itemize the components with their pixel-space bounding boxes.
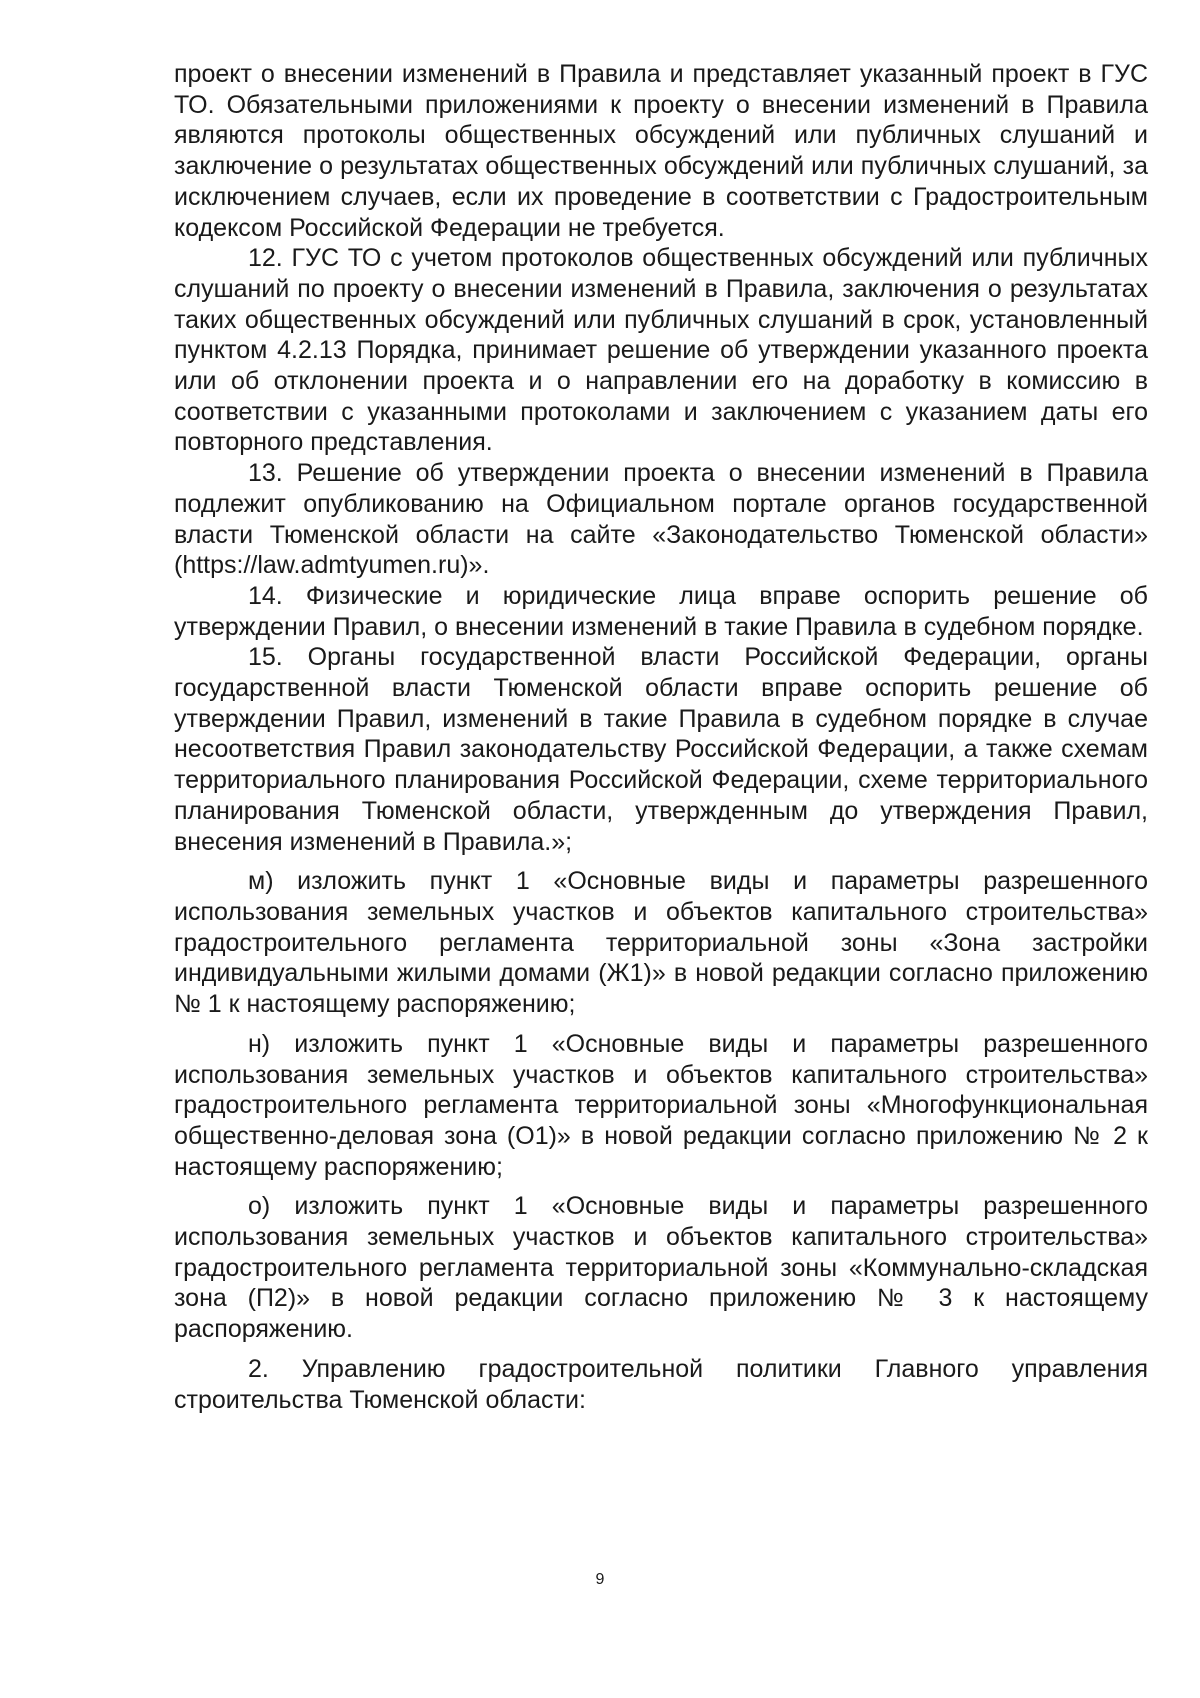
paragraph-item-n: н) изложить пункт 1 «Основные виды и параметры разрешенного использования земельных участков и объектов капитального строительства» градостроительного регламента территориальной зоны «Многофункциональная общественно-деловая зона (О1)» в новой редакции согласно приложению № 2 к настоящему распоряжению; xyxy=(174,1029,1148,1181)
paragraph-item-2: 2. Управлению градостроительной политики Главного управления строительства Тюменской области: xyxy=(174,1354,1148,1414)
document-body xyxy=(174,59,1148,1415)
paragraph-item-13: 13. Решение об утверждении проекта о внесении изменений в Правила подлежит опубликованию на Официальном портале органов государственной власти Тюменской области на сайте «Законодательство Тюменской области» (https://law.admtyumen.ru)». xyxy=(174,459,1148,580)
paragraph-item-14: 14. Физические и юридические лица вправе оспорить решение об утверждении Правил, о внесении изменений в такие Правила в судебном порядке. xyxy=(174,581,1148,641)
page-number: 9 xyxy=(595,1571,605,1588)
paragraph-item-m: м) изложить пункт 1 «Основные виды и параметры разрешенного использования земельных участков и объектов капитального строительства» градостроительного регламента территориальной зоны «Зона застройки индивидуальными жилыми домами (Ж1)» в новой редакции согласно приложению № 1 к настоящему распоряжению; xyxy=(174,867,1148,1019)
paragraph-item-o: о) изложить пункт 1 «Основные виды и параметры разрешенного использования земельных участков и объектов капитального строительства» градостроительного регламента территориальной зоны «Коммунально-складская зона (П2)» в новой редакции согласно приложению № 3 к настоящему распоряжению. xyxy=(174,1192,1148,1344)
paragraph-continuation: проект о внесении изменений в Правила и представляет указанный проект в ГУС ТО. Обязательными приложениями к проекту о внесении изменений в Правила являются протоколы общественных обсуждений или публичных слушаний и заключение о результатах общественных обсуждений или публичных слушаний, за исключением случаев, если их проведение в соответствии с Градостроительным кодексом Российской Федерации не требуется. xyxy=(174,60,1148,242)
paragraph-item-12: 12. ГУС ТО с учетом протоколов общественных обсуждений или публичных слушаний по проекту о внесении изменений в Правила, заключения о результатах таких общественных обсуждений или публичных слушаний в срок, установленный пунктом 4.2.13 Порядка, принимает решение об утверждении указанного проекта или об отклонении проекта и о направлении его на доработку в комиссию в соответствии с указанными протоколами и заключением с указанием даты его повторного представления. xyxy=(174,244,1148,457)
paragraph-item-15: 15. Органы государственной власти Российской Федерации, органы государственной власти Тюменской области вправе оспорить решение об утверждении Правил, изменений в такие Правила в судебном порядке в случае несоответствия Правил законодательству Российской Федерации, а также схемам территориального планирования Российской Федерации, схеме территориального планирования Тюменской области, утвержденным до утверждения Правил, внесения изменений в Правила.»; xyxy=(174,643,1148,856)
